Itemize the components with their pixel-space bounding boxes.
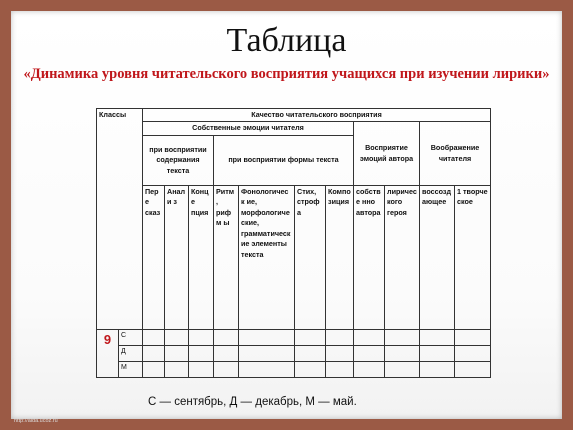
sub-header-retelling: Пере сказ: [143, 185, 165, 329]
table-row: [97, 345, 491, 361]
imagination-header: Воображение читателя: [420, 122, 491, 185]
period-label: С: [119, 329, 143, 345]
author-emotions-header: Восприятие эмоций автора: [354, 122, 420, 185]
sub-header-rhythm: Ритм, рифм ы: [214, 185, 239, 329]
sub-header-concept: Конце пция: [189, 185, 214, 329]
sub-header-analysis: Анали з: [165, 185, 189, 329]
own-emotions-header: Собственные эмоции читателя: [143, 122, 354, 135]
class-number: 9: [97, 329, 119, 377]
classes-header: Классы: [97, 109, 143, 330]
slide-title: Таблица: [226, 22, 347, 59]
table-row: [97, 329, 491, 345]
table-row: [97, 361, 491, 377]
sub-header-composition: Компо зиция: [326, 185, 354, 329]
perception-table: [96, 108, 491, 378]
perception-table-wrapper: [96, 108, 490, 378]
sub-header-recreating: воссозд ающее: [420, 185, 455, 329]
period-label: Д: [119, 345, 143, 361]
sub-header-author-own: собстве нно автора: [354, 185, 385, 329]
legend-note: С — сентябрь, Д — декабрь, М — май.: [148, 396, 357, 408]
sub-header-creative: 1 творче ское: [455, 185, 491, 329]
slide-subtitle: «Динамика уровня читательского восприятия учащихся при изучении лирики»: [23, 66, 550, 82]
watermark: http://aida.ucoz.ru: [14, 418, 58, 424]
sub-header-phonology: Фонологическ ие, морфологиче ские, грамматическ ие элементы текста: [239, 185, 295, 329]
period-label: М: [119, 361, 143, 377]
sub-header-verse: Стих, строфа: [295, 185, 326, 329]
sub-header-lyric-hero: лиричес кого героя: [385, 185, 420, 329]
form-perception-header: при восприятии формы текста: [214, 135, 354, 185]
content-perception-header: при восприятии содержания текста: [143, 135, 214, 185]
quality-header: Качество читательского восприятия: [143, 109, 491, 122]
